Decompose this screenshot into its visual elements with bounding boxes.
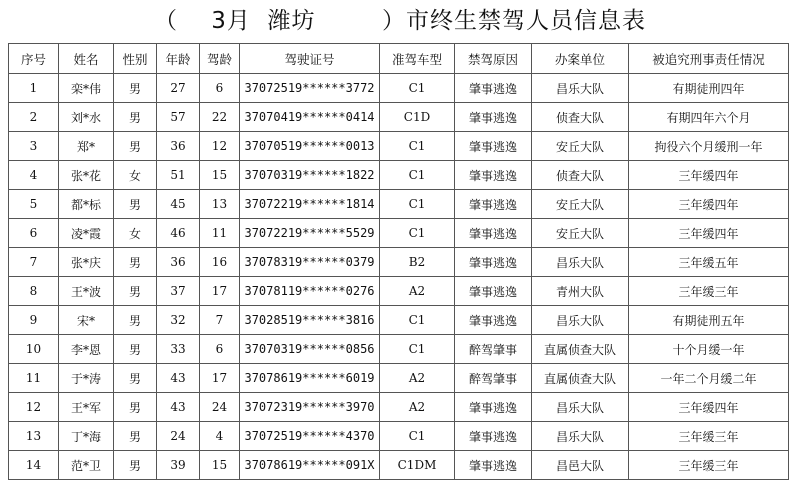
criminal-liability-cell: 有期徒刑五年 xyxy=(629,306,789,335)
license-number-cell: 37072219******5529 xyxy=(240,219,380,248)
row-number: 8 xyxy=(9,277,59,306)
age-cell: 43 xyxy=(157,393,200,422)
gender-cell: 男 xyxy=(114,103,157,132)
name-cell: 刘*水 xyxy=(59,103,114,132)
age-cell: 37 xyxy=(157,277,200,306)
handling-unit-cell: 昌乐大队 xyxy=(532,248,629,277)
vehicle-class-cell: C1D xyxy=(380,103,455,132)
handling-unit-cell: 侦查大队 xyxy=(532,161,629,190)
table-row xyxy=(9,422,789,451)
gender-cell: 男 xyxy=(114,422,157,451)
driving-years-cell: 17 xyxy=(200,277,240,306)
row-number: 11 xyxy=(9,364,59,393)
license-number-cell: 37078319******0379 xyxy=(240,248,380,277)
ban-reason-cell: 肇事逃逸 xyxy=(455,393,532,422)
age-cell: 27 xyxy=(157,74,200,103)
row-number: 3 xyxy=(9,132,59,161)
gender-cell: 男 xyxy=(114,74,157,103)
vehicle-class-cell: C1 xyxy=(380,190,455,219)
row-number: 7 xyxy=(9,248,59,277)
age-cell: 57 xyxy=(157,103,200,132)
ban-reason-cell: 肇事逃逸 xyxy=(455,451,532,480)
name-cell: 宋* xyxy=(59,306,114,335)
criminal-liability-cell: 有期徒刑四年 xyxy=(629,74,789,103)
handling-unit-cell: 昌乐大队 xyxy=(532,74,629,103)
row-number: 13 xyxy=(9,422,59,451)
table-row xyxy=(9,364,789,393)
name-cell: 丁*海 xyxy=(59,422,114,451)
driving-years-cell: 6 xyxy=(200,335,240,364)
header-cell: 年龄 xyxy=(157,44,200,74)
driving-years-cell: 12 xyxy=(200,132,240,161)
gender-cell: 男 xyxy=(114,132,157,161)
document-title: （ 3月 潍坊 ）市终生禁驾人员信息表 xyxy=(154,8,646,34)
license-number-cell: 37028519******3816 xyxy=(240,306,380,335)
row-number: 12 xyxy=(9,393,59,422)
ban-reason-cell: 肇事逃逸 xyxy=(455,161,532,190)
criminal-liability-cell: 三年缓四年 xyxy=(629,393,789,422)
driving-years-cell: 4 xyxy=(200,422,240,451)
gender-cell: 男 xyxy=(114,306,157,335)
age-cell: 36 xyxy=(157,132,200,161)
criminal-liability-cell: 三年缓三年 xyxy=(629,422,789,451)
driving-years-cell: 6 xyxy=(200,74,240,103)
banned-drivers-table xyxy=(8,43,789,480)
table-row xyxy=(9,219,789,248)
table-row xyxy=(9,306,789,335)
table-row xyxy=(9,103,789,132)
handling-unit-cell: 昌乐大队 xyxy=(532,393,629,422)
table-row xyxy=(9,335,789,364)
handling-unit-cell: 安丘大队 xyxy=(532,219,629,248)
license-number-cell: 37070319******1822 xyxy=(240,161,380,190)
table-row xyxy=(9,132,789,161)
header-cell: 驾龄 xyxy=(200,44,240,74)
name-cell: 张*庆 xyxy=(59,248,114,277)
age-cell: 39 xyxy=(157,451,200,480)
criminal-liability-cell: 三年缓四年 xyxy=(629,190,789,219)
vehicle-class-cell: C1 xyxy=(380,306,455,335)
vehicle-class-cell: C1 xyxy=(380,219,455,248)
row-number: 6 xyxy=(9,219,59,248)
license-number-cell: 37070319******0856 xyxy=(240,335,380,364)
criminal-liability-cell: 一年二个月缓二年 xyxy=(629,364,789,393)
table-body xyxy=(9,74,789,480)
criminal-liability-cell: 三年缓四年 xyxy=(629,219,789,248)
gender-cell: 男 xyxy=(114,277,157,306)
gender-cell: 男 xyxy=(114,364,157,393)
row-number: 1 xyxy=(9,74,59,103)
table-row xyxy=(9,451,789,480)
table-row xyxy=(9,161,789,190)
ban-reason-cell: 肇事逃逸 xyxy=(455,219,532,248)
vehicle-class-cell: C1 xyxy=(380,132,455,161)
license-number-cell: 37072519******4370 xyxy=(240,422,380,451)
handling-unit-cell: 直属侦查大队 xyxy=(532,364,629,393)
license-number-cell: 37070519******0013 xyxy=(240,132,380,161)
vehicle-class-cell: C1 xyxy=(380,161,455,190)
header-cell: 驾驶证号 xyxy=(240,44,380,74)
age-cell: 43 xyxy=(157,364,200,393)
license-number-cell: 37078619******6019 xyxy=(240,364,380,393)
gender-cell: 男 xyxy=(114,451,157,480)
name-cell: 郑* xyxy=(59,132,114,161)
license-number-cell: 37078119******0276 xyxy=(240,277,380,306)
gender-cell: 女 xyxy=(114,219,157,248)
handling-unit-cell: 直属侦查大队 xyxy=(532,335,629,364)
age-cell: 46 xyxy=(157,219,200,248)
vehicle-class-cell: C1 xyxy=(380,422,455,451)
name-cell: 凌*霞 xyxy=(59,219,114,248)
name-cell: 李*恩 xyxy=(59,335,114,364)
handling-unit-cell: 青州大队 xyxy=(532,277,629,306)
driving-years-cell: 13 xyxy=(200,190,240,219)
criminal-liability-cell: 三年缓五年 xyxy=(629,248,789,277)
ban-reason-cell: 醉驾肇事 xyxy=(455,364,532,393)
header-cell: 性别 xyxy=(114,44,157,74)
vehicle-class-cell: C1 xyxy=(380,335,455,364)
license-number-cell: 37078619******091X xyxy=(240,451,380,480)
gender-cell: 男 xyxy=(114,393,157,422)
criminal-liability-cell: 有期四年六个月 xyxy=(629,103,789,132)
table-row xyxy=(9,248,789,277)
ban-reason-cell: 肇事逃逸 xyxy=(455,103,532,132)
vehicle-class-cell: A2 xyxy=(380,364,455,393)
handling-unit-cell: 昌邑大队 xyxy=(532,451,629,480)
row-number: 2 xyxy=(9,103,59,132)
ban-reason-cell: 肇事逃逸 xyxy=(455,190,532,219)
vehicle-class-cell: A2 xyxy=(380,393,455,422)
row-number: 9 xyxy=(9,306,59,335)
ban-reason-cell: 肇事逃逸 xyxy=(455,277,532,306)
table-row xyxy=(9,277,789,306)
driving-years-cell: 7 xyxy=(200,306,240,335)
ban-reason-cell: 肇事逃逸 xyxy=(455,248,532,277)
age-cell: 24 xyxy=(157,422,200,451)
ban-reason-cell: 肇事逃逸 xyxy=(455,132,532,161)
table-row xyxy=(9,393,789,422)
license-number-cell: 37072519******3772 xyxy=(240,74,380,103)
gender-cell: 男 xyxy=(114,190,157,219)
criminal-liability-cell: 三年缓三年 xyxy=(629,451,789,480)
header-cell: 准驾车型 xyxy=(380,44,455,74)
header-cell: 序号 xyxy=(9,44,59,74)
gender-cell: 女 xyxy=(114,161,157,190)
table-header-row xyxy=(9,44,789,74)
age-cell: 32 xyxy=(157,306,200,335)
header-cell: 被追究刑事责任情况 xyxy=(629,44,789,74)
name-cell: 范*卫 xyxy=(59,451,114,480)
criminal-liability-cell: 三年缓四年 xyxy=(629,161,789,190)
handling-unit-cell: 安丘大队 xyxy=(532,190,629,219)
driving-years-cell: 16 xyxy=(200,248,240,277)
gender-cell: 男 xyxy=(114,248,157,277)
row-number: 4 xyxy=(9,161,59,190)
license-number-cell: 37070419******0414 xyxy=(240,103,380,132)
handling-unit-cell: 安丘大队 xyxy=(532,132,629,161)
driving-years-cell: 15 xyxy=(200,451,240,480)
ban-reason-cell: 肇事逃逸 xyxy=(455,306,532,335)
age-cell: 51 xyxy=(157,161,200,190)
handling-unit-cell: 昌乐大队 xyxy=(532,422,629,451)
header-cell: 禁驾原因 xyxy=(455,44,532,74)
handling-unit-cell: 侦查大队 xyxy=(532,103,629,132)
header-cell: 办案单位 xyxy=(532,44,629,74)
driving-years-cell: 11 xyxy=(200,219,240,248)
license-number-cell: 37072319******3970 xyxy=(240,393,380,422)
age-cell: 33 xyxy=(157,335,200,364)
row-number: 14 xyxy=(9,451,59,480)
row-number: 5 xyxy=(9,190,59,219)
ban-reason-cell: 肇事逃逸 xyxy=(455,74,532,103)
criminal-liability-cell: 三年缓三年 xyxy=(629,277,789,306)
name-cell: 栾*伟 xyxy=(59,74,114,103)
vehicle-class-cell: C1 xyxy=(380,74,455,103)
ban-reason-cell: 肇事逃逸 xyxy=(455,422,532,451)
vehicle-class-cell: C1DM xyxy=(380,451,455,480)
row-number: 10 xyxy=(9,335,59,364)
header-cell: 姓名 xyxy=(59,44,114,74)
driving-years-cell: 22 xyxy=(200,103,240,132)
handling-unit-cell: 昌乐大队 xyxy=(532,306,629,335)
age-cell: 36 xyxy=(157,248,200,277)
name-cell: 张*花 xyxy=(59,161,114,190)
vehicle-class-cell: B2 xyxy=(380,248,455,277)
table-row xyxy=(9,74,789,103)
name-cell: 王*军 xyxy=(59,393,114,422)
name-cell: 王*波 xyxy=(59,277,114,306)
driving-years-cell: 17 xyxy=(200,364,240,393)
gender-cell: 男 xyxy=(114,335,157,364)
name-cell: 于*涛 xyxy=(59,364,114,393)
age-cell: 45 xyxy=(157,190,200,219)
criminal-liability-cell: 拘役六个月缓刑一年 xyxy=(629,132,789,161)
vehicle-class-cell: A2 xyxy=(380,277,455,306)
license-number-cell: 37072219******1814 xyxy=(240,190,380,219)
table-row xyxy=(9,190,789,219)
name-cell: 都*标 xyxy=(59,190,114,219)
ban-reason-cell: 醉驾肇事 xyxy=(455,335,532,364)
driving-years-cell: 24 xyxy=(200,393,240,422)
criminal-liability-cell: 十个月缓一年 xyxy=(629,335,789,364)
driving-years-cell: 15 xyxy=(200,161,240,190)
